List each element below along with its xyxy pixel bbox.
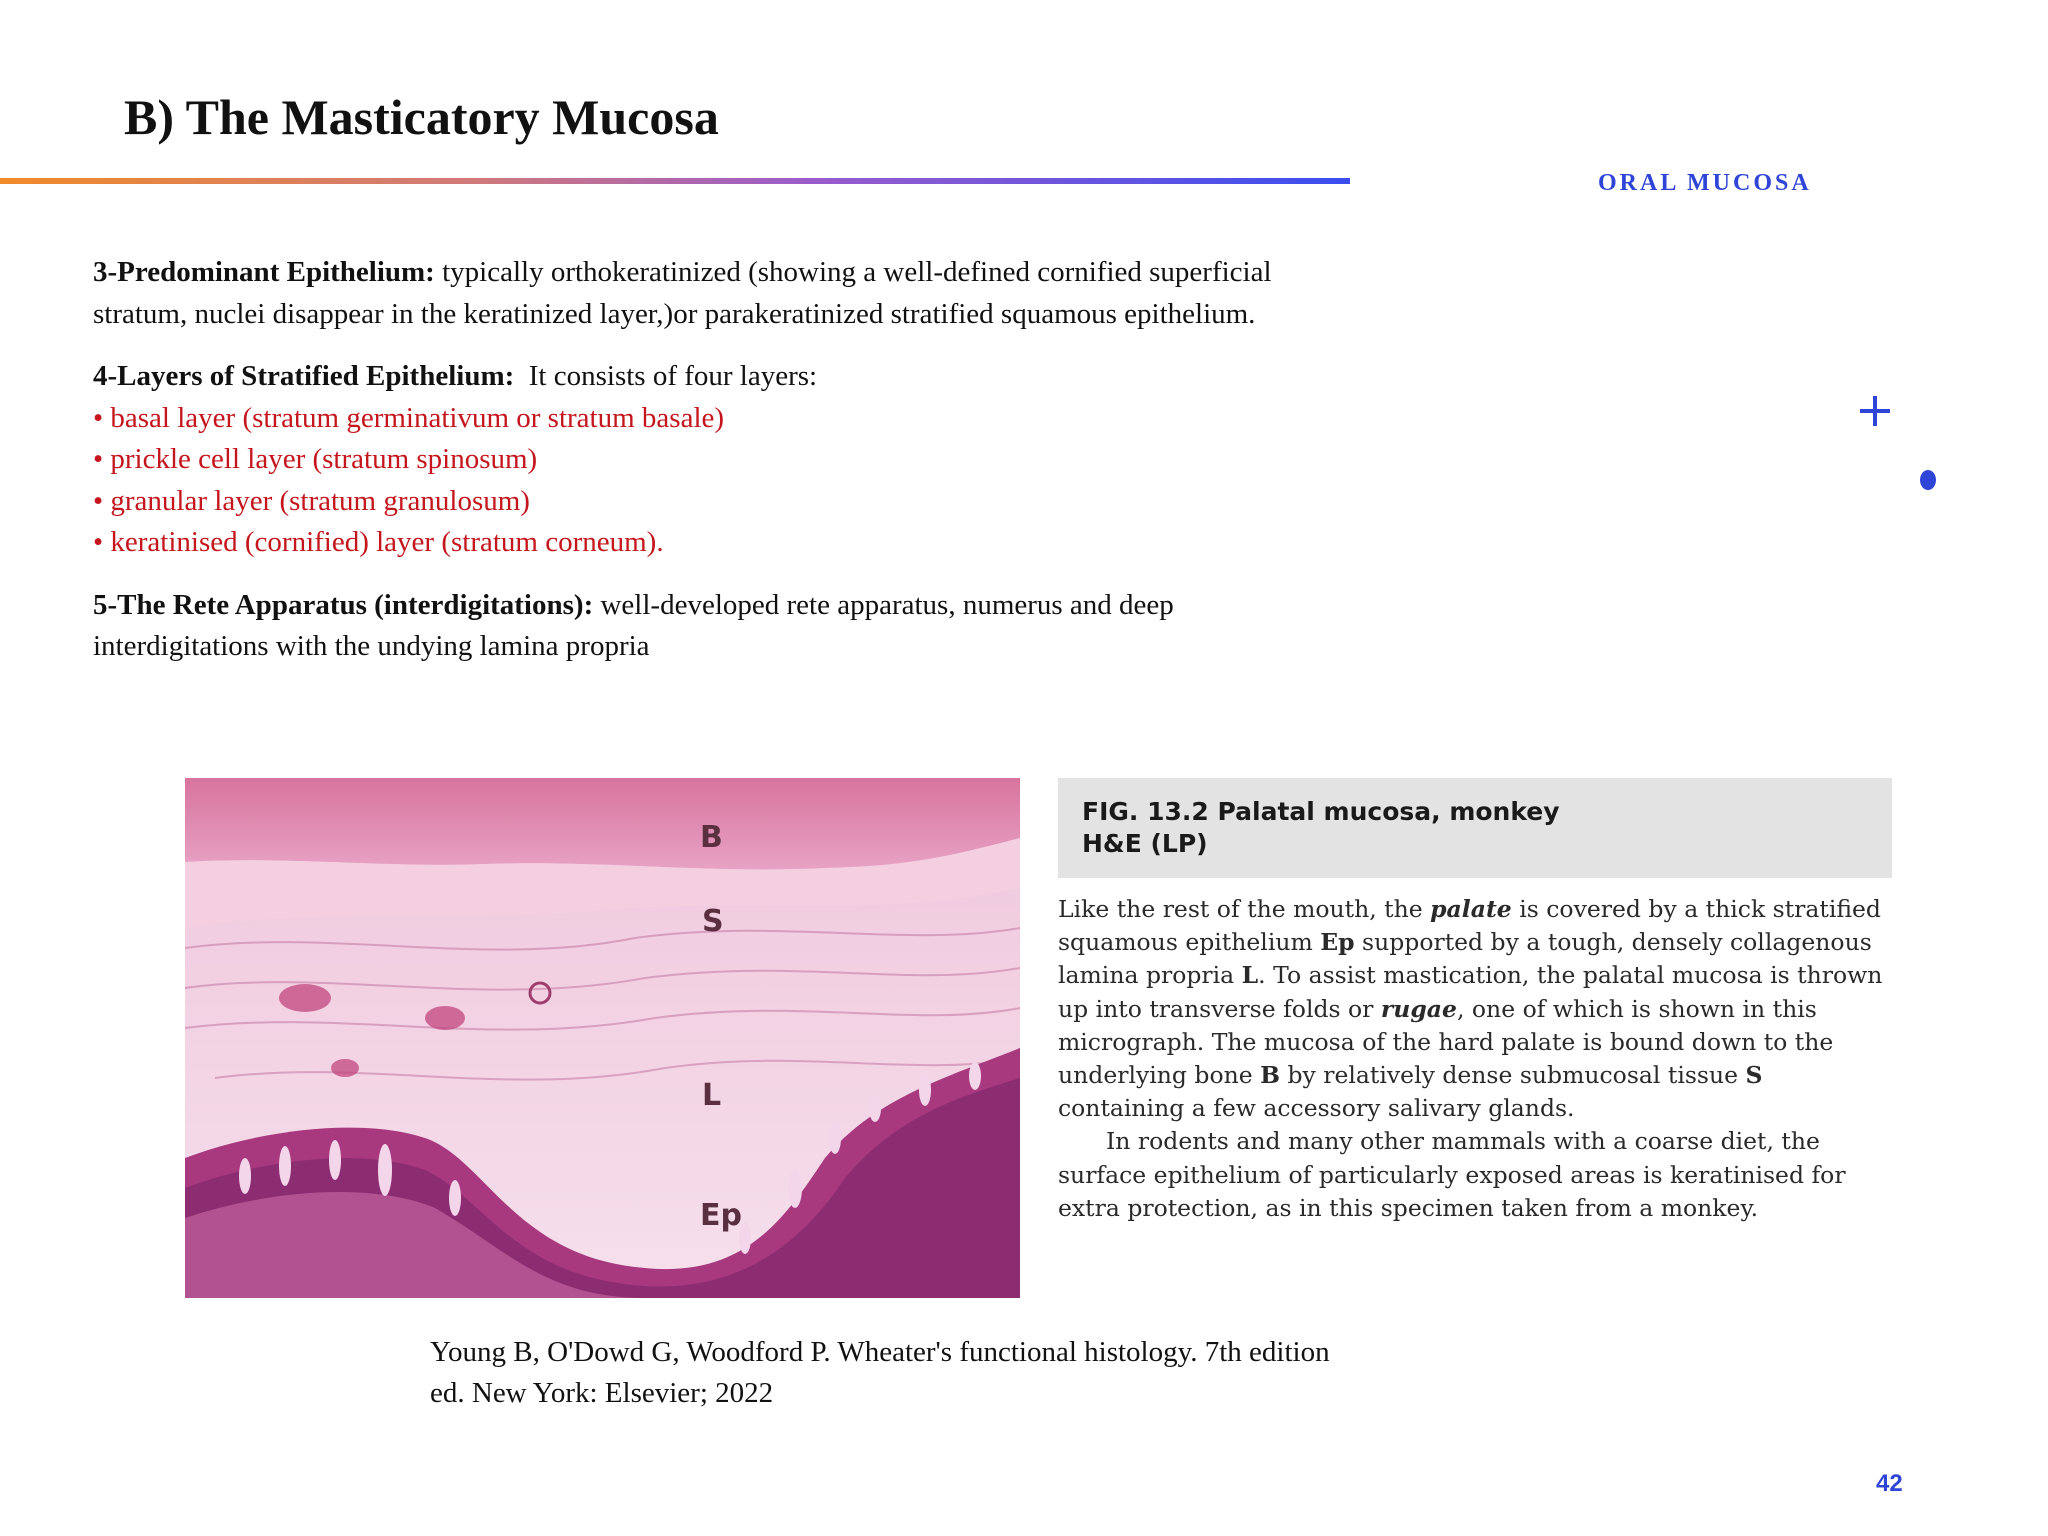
epithelium-text: typically orthokeratinized (showing a well-defined cornified superficial stratum, nuclei disappear in the keratinized layer,)or parakeratinized stratified squamous epithelium. (93, 256, 1272, 330)
layers-paragraph (93, 356, 1333, 398)
list-item: • granular layer (stratum granulosum) (93, 484, 530, 517)
micrograph-illustration (185, 778, 1020, 1298)
epithelium-paragraph (93, 252, 1333, 335)
figure-caption-paragraph-2: In rodents and many other mammals with a coarse diet, the surface epithelium of particularly exposed areas is keratinised for extra protection, as in this specimen taken from a monkey. (1058, 1127, 1846, 1222)
caption-text: is covered by a thick stratified squamous epithelium (1058, 895, 1881, 957)
title-gradient-rule (0, 178, 1350, 184)
rete-text: well-developed rete apparatus, numerus and deep interdigitations with the undying lamina propria (93, 588, 1174, 662)
rete-heading: 5-The Rete Apparatus (interdigitations): (93, 588, 594, 621)
reference-line1: Young B, O'Dowd G, Woodford P. Wheater's functional histology. 7th edition (430, 1336, 1330, 1368)
caption-term-palate: palate (1430, 895, 1512, 923)
rete-paragraph (93, 585, 1333, 668)
micrograph-label-lamina-propria: L (702, 1078, 722, 1113)
caption-text: containing a few accessory salivary glands. (1058, 1094, 1575, 1123)
figure-title-line1: FIG. 13.2 Palatal mucosa, monkey (1082, 797, 1560, 826)
micrograph-label-epithelium: Ep (700, 1198, 742, 1233)
figure-title-line2: H&E (LP) (1082, 829, 1208, 858)
figure-title (1082, 796, 1842, 860)
reference-citation (430, 1332, 1450, 1414)
layers-heading: 4-Layers of Stratified Epithelium: (93, 360, 515, 392)
caption-term-rugae: rugae (1380, 994, 1457, 1023)
caption-text: supported by a tough, densely collagenous lamina propria (1058, 928, 1872, 990)
dot-icon (1920, 470, 1936, 490)
list-item: • keratinised (cornified) layer (stratum corneum). (93, 526, 664, 558)
micrograph-label-submucosa: S (702, 904, 724, 939)
caption-label-s: S (1745, 1061, 1763, 1090)
micrograph-label-bone: B (700, 820, 723, 855)
list-item: • prickle cell layer (stratum spinosum) (93, 443, 538, 475)
caption-text: by relatively dense submucosal tissue (1280, 1061, 1746, 1090)
caption-label-ep: Ep (1320, 928, 1355, 957)
caption-text: . To assist mastication, the palatal mucosa is thrown up into transverse folds or (1058, 961, 1883, 1023)
caption-label-b: B (1260, 1061, 1280, 1090)
slide-title: B) The Masticatory Mucosa (124, 89, 719, 145)
figure-title-box (1058, 778, 1892, 878)
caption-text: Like the rest of the mouth, the (1058, 895, 1431, 923)
layers-intro: It consists of four layers: (514, 360, 818, 392)
epithelium-heading: 3-Predominant Epithelium: (93, 256, 435, 288)
caption-text: , one of which is shown in this micrograph. The mucosa of the hard palate is bound down to the underlying bone (1058, 994, 1834, 1090)
palatal-mucosa-micrograph (185, 778, 1020, 1298)
page-number: 42 (1876, 1470, 1903, 1497)
reference-line2: ed. New York: Elsevier; 2022 (430, 1377, 774, 1409)
figure-caption (1058, 893, 1892, 1225)
body-text (93, 252, 1333, 689)
plus-icon (1860, 396, 1890, 426)
figure-caption-paragraph-1 (1058, 893, 1892, 1125)
caption-label-l: L (1241, 961, 1259, 990)
list-item: • basal layer (stratum germinativum or stratum basale) (93, 401, 725, 434)
layer-list (93, 398, 1333, 564)
section-label: ORAL MUCOSA (1598, 170, 1812, 196)
